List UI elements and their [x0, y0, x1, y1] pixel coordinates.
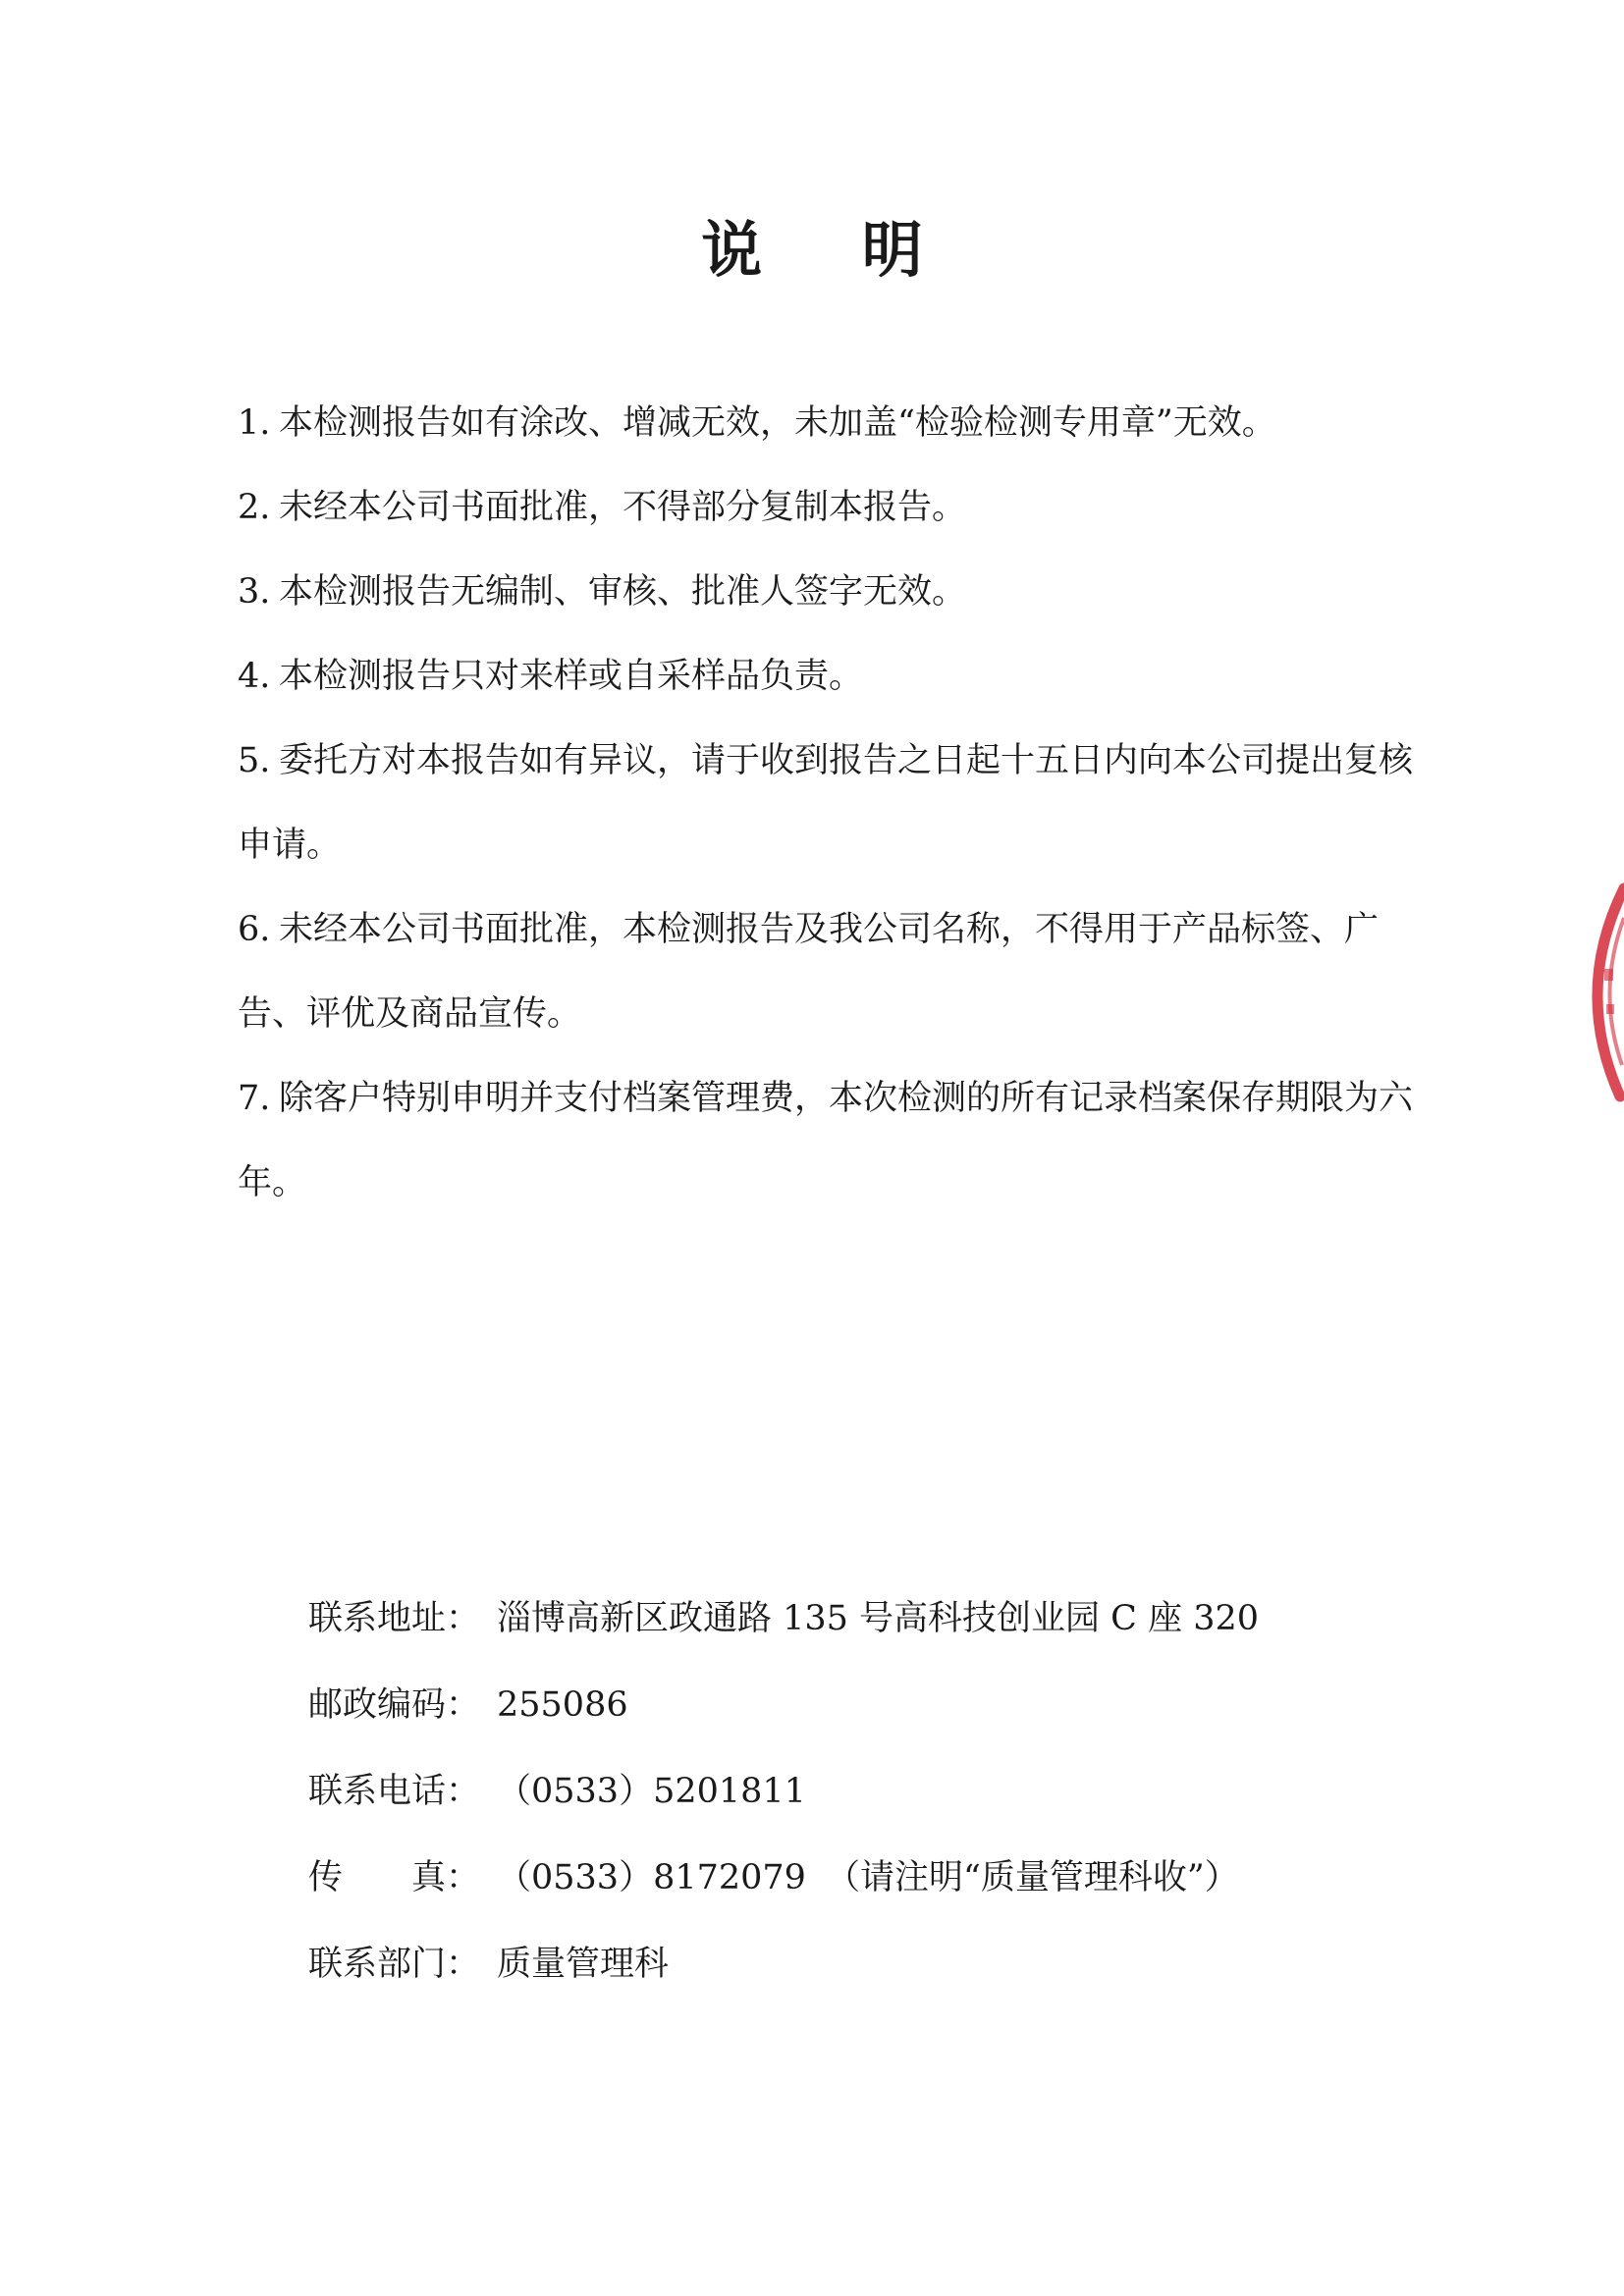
- contact-address-row: [308, 1575, 1487, 1662]
- page-title: 说 明: [701, 214, 962, 286]
- seal-stamp-icon: [1551, 879, 1624, 1104]
- note-number: 2.: [238, 488, 271, 527]
- note-number: 5.: [238, 741, 271, 780]
- fax-label: 传 真：: [308, 1858, 481, 1897]
- fax-note: （请注明“质量管理科收”）: [825, 1858, 1239, 1897]
- note-item: [238, 465, 1445, 550]
- note-text: 未经本公司书面批准，不得部分复制本报告。: [279, 488, 967, 527]
- contact-postcode-row: [308, 1662, 1487, 1748]
- phone-label: 联系电话：: [308, 1772, 481, 1811]
- note-number: 1.: [238, 403, 271, 443]
- notes-list: [238, 381, 1445, 1225]
- phone-value: （0533）5201811: [497, 1772, 806, 1811]
- dept-value: 质量管理科: [497, 1945, 670, 1984]
- note-item: [238, 550, 1445, 634]
- contact-phone-row: [308, 1748, 1487, 1835]
- contact-fax-row: [308, 1835, 1487, 1921]
- note-text: 本检测报告只对来样或自采样品负责。: [279, 657, 864, 696]
- note-text: 委托方对本报告如有异议，请于收到报告之日起十五日内向本公司提出复核申请。: [238, 741, 1414, 865]
- dept-label: 联系部门：: [308, 1945, 481, 1984]
- note-number: 6.: [238, 910, 271, 949]
- note-text: 本检测报告如有涂改、增减无效，未加盖“检验检测专用章”无效。: [279, 403, 1276, 443]
- note-item: [238, 719, 1445, 887]
- note-text: 本检测报告无编制、审核、批准人签字无效。: [279, 572, 967, 612]
- note-item: [238, 634, 1445, 719]
- note-item: [238, 1056, 1445, 1225]
- note-text: 除客户特别申明并支付档案管理费，本次检测的所有记录档案保存期限为六年。: [238, 1079, 1414, 1202]
- note-number: 3.: [238, 572, 271, 612]
- address-label: 联系地址：: [308, 1599, 481, 1638]
- postcode-label: 邮政编码：: [308, 1685, 481, 1725]
- contact-block: [308, 1575, 1487, 2007]
- note-number: 4.: [238, 657, 271, 696]
- note-number: 7.: [238, 1079, 271, 1118]
- note-text: 未经本公司书面批准，本检测报告及我公司名称，不得用于产品标签、广告、评优及商品宣传。: [238, 910, 1380, 1034]
- postcode-value: 255086: [497, 1685, 628, 1725]
- address-value: 淄博高新区政通路 135 号高科技创业园 C 座 320: [497, 1599, 1260, 1638]
- contact-dept-row: [308, 1921, 1487, 2007]
- note-item: [238, 381, 1445, 465]
- fax-value: （0533）8172079: [497, 1858, 806, 1897]
- note-item: [238, 887, 1445, 1056]
